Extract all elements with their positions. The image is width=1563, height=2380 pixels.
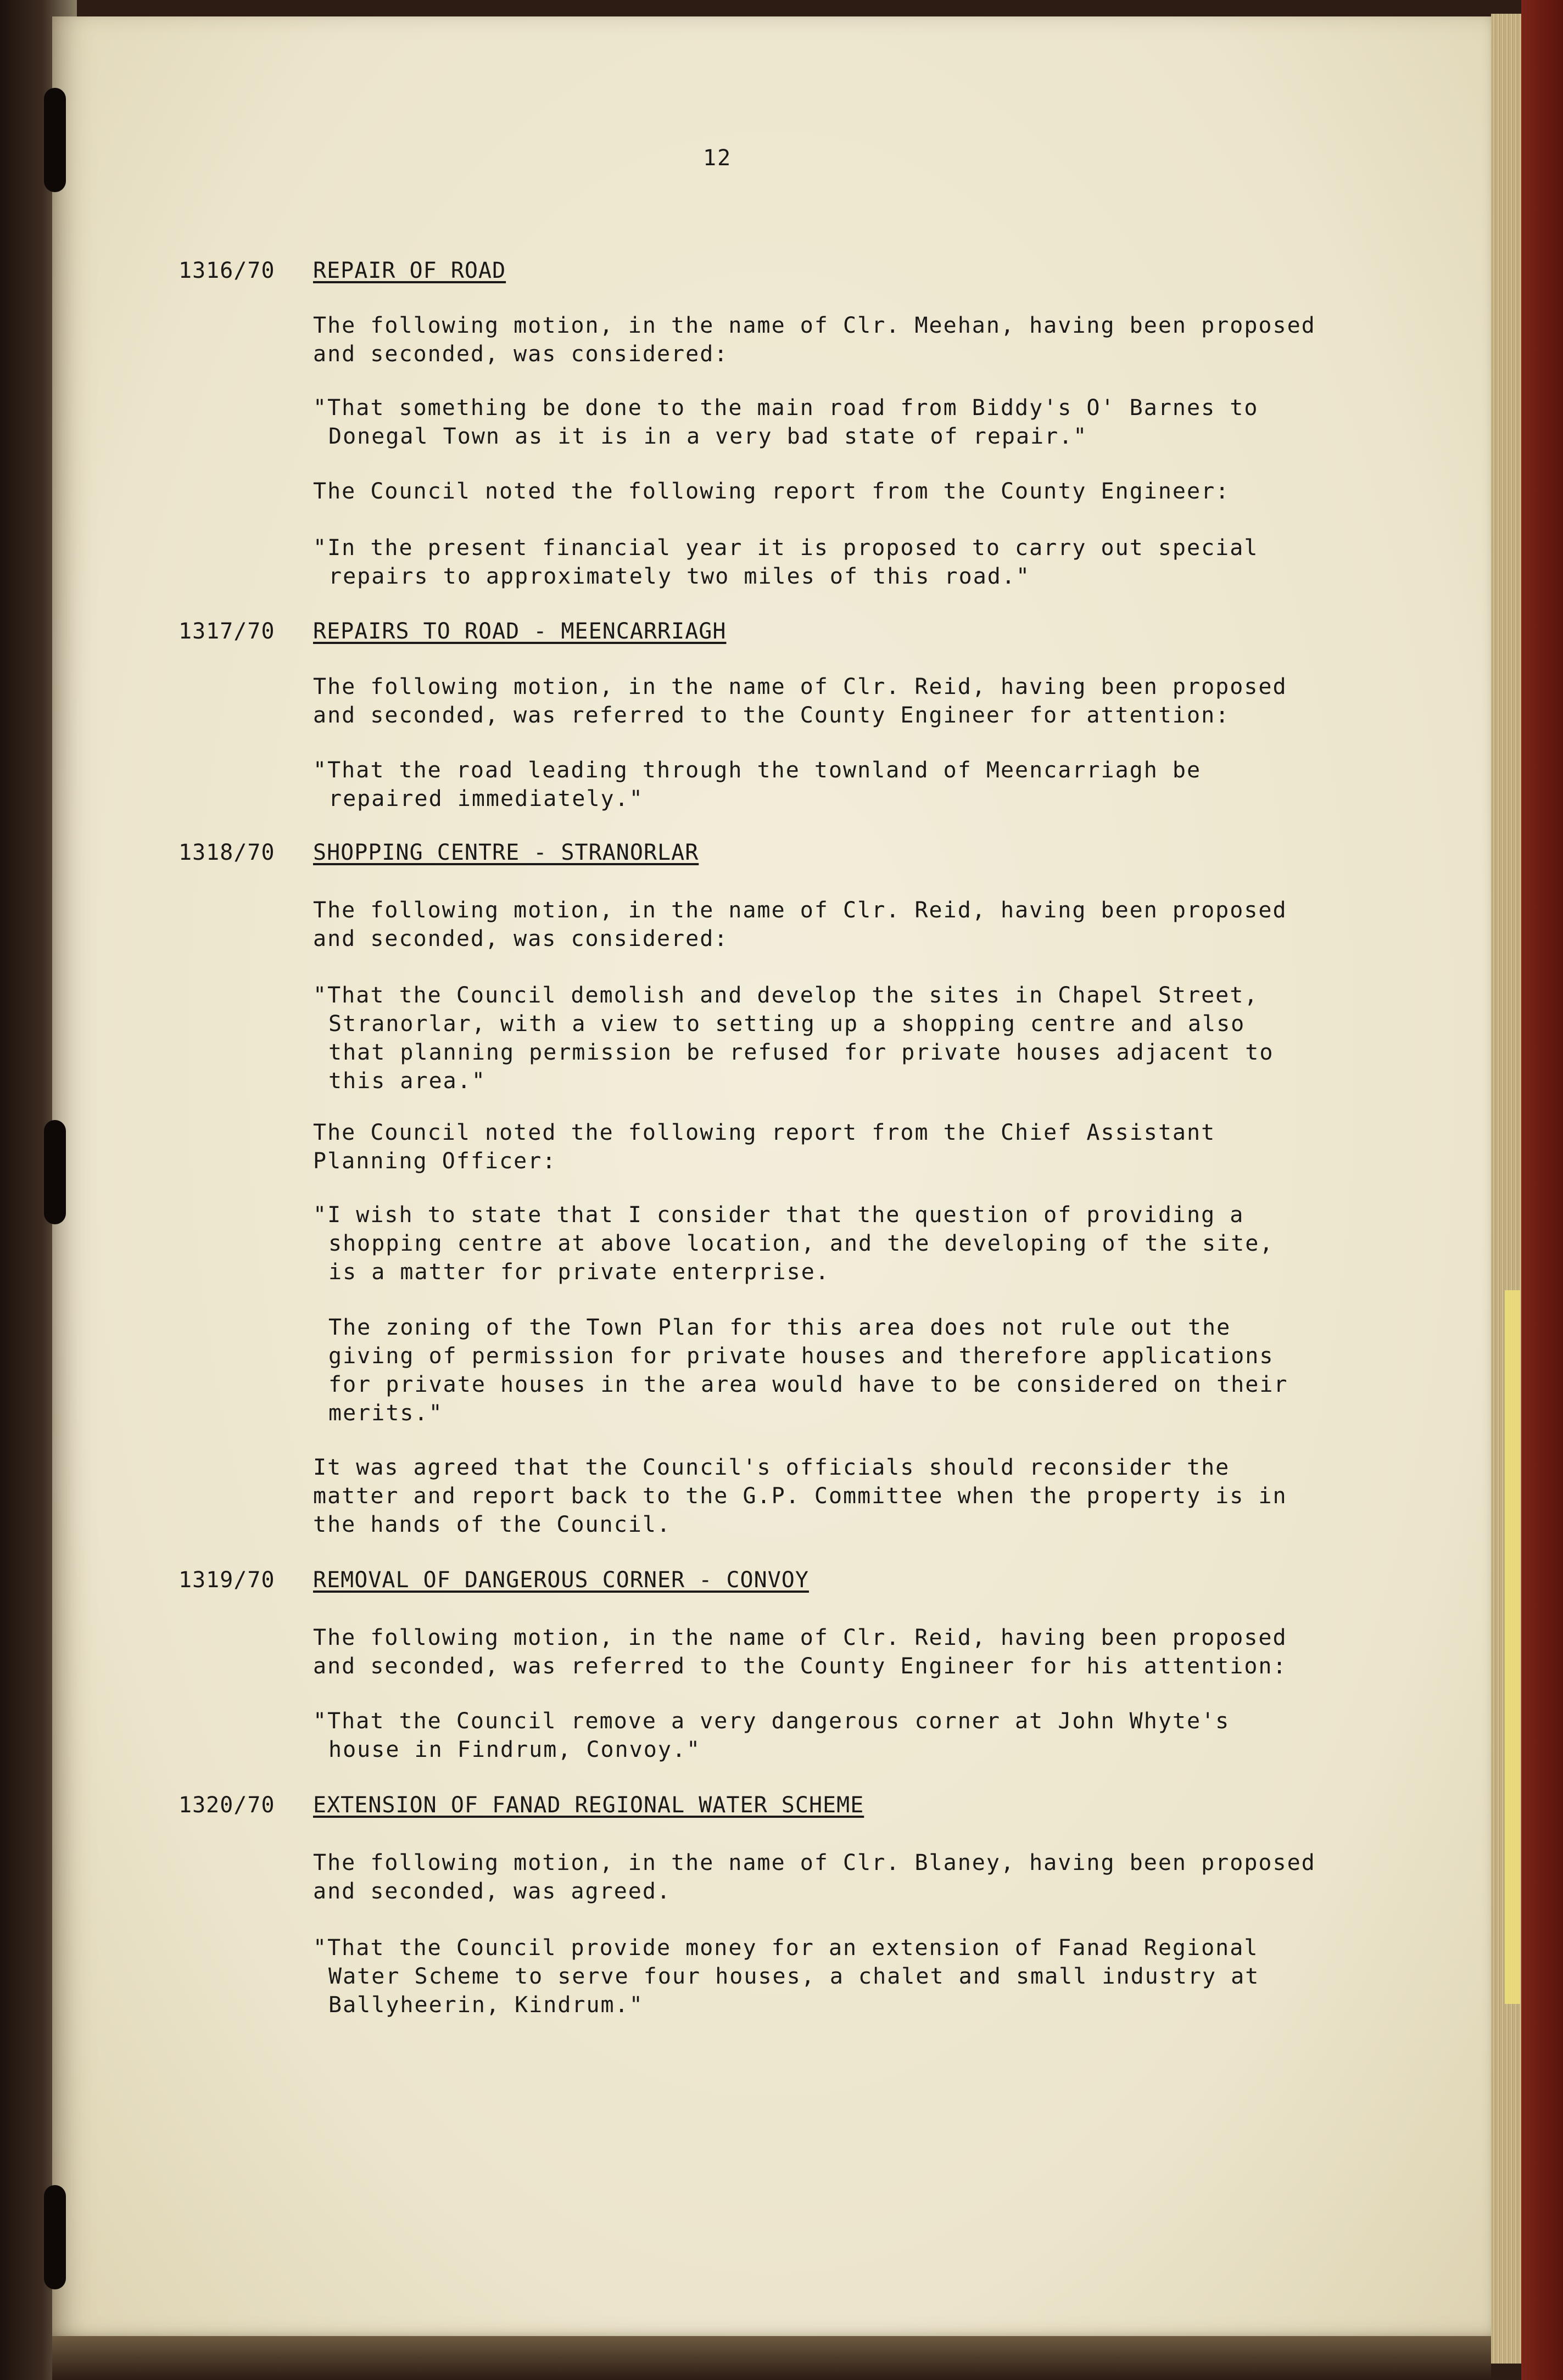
book-cover-edge <box>1521 0 1563 2380</box>
paragraph <box>313 1625 1411 1682</box>
text-line: It was agreed that the Council's officials should reconsider the <box>313 1455 1230 1480</box>
paragraph <box>313 1120 1411 1177</box>
text-line: The following motion, in the name of Clr. Reid, having been proposed <box>313 674 1287 699</box>
text-line: that planning permission be refused for private houses adjacent to <box>328 1040 1274 1065</box>
paragraph <box>313 1850 1411 1907</box>
page-number: 12 <box>703 145 732 171</box>
text-line: and seconded, was considered: <box>313 926 729 951</box>
text-line: Planning Officer: <box>313 1149 557 1174</box>
item-heading: REPAIRS TO ROAD - MEENCARRIAGH <box>313 619 727 644</box>
binding-ring <box>44 88 66 192</box>
text-line: this area." <box>328 1068 486 1094</box>
item-heading: REPAIR OF ROAD <box>313 258 506 283</box>
text-line: and seconded, was referred to the County Engineer for attention: <box>313 703 1230 728</box>
text-line: "That the Council remove a very dangerous corner at John Whyte's <box>313 1709 1230 1734</box>
item-heading: EXTENSION OF FANAD REGIONAL WATER SCHEME <box>313 1793 864 1818</box>
item-number: 1320/70 <box>178 1793 275 1818</box>
text-line: Ballyheerin, Kindrum." <box>328 1992 644 2018</box>
text-line: merits." <box>328 1401 443 1426</box>
quoted-report <box>313 1202 1411 1288</box>
text-line: Donegal Town as it is in a very bad state of repair." <box>328 424 1088 449</box>
text-line: Water Scheme to serve four houses, a chalet and small industry at <box>328 1964 1260 1989</box>
text-line: the hands of the Council. <box>313 1512 672 1537</box>
paragraph <box>313 313 1411 370</box>
text-line: for private houses in the area would have to be considered on their <box>328 1372 1288 1397</box>
quoted-motion <box>313 758 1411 815</box>
paragraph <box>313 674 1411 731</box>
text-line: The following motion, in the name of Clr. Meehan, having been proposed <box>313 313 1316 338</box>
text-line: "In the present financial year it is proposed to carry out special <box>313 535 1259 561</box>
text-line: "I wish to state that I consider that the question of providing a <box>313 1202 1244 1228</box>
text-line: The following motion, in the name of Clr. Reid, having been proposed <box>313 898 1287 923</box>
text-line: Stranorlar, with a view to setting up a shopping centre and also <box>328 1011 1246 1037</box>
quoted-motion <box>313 1709 1411 1766</box>
text-line: and seconded, was considered: <box>313 341 729 367</box>
item-number: 1319/70 <box>178 1567 275 1593</box>
binding-ring <box>44 2185 66 2289</box>
text-line: repaired immediately." <box>328 786 644 811</box>
text-line: is a matter for private enterprise. <box>328 1259 830 1285</box>
text-line: matter and report back to the G.P. Committee when the property is in <box>313 1483 1287 1509</box>
text-line: giving of permission for private houses and therefore applications <box>328 1343 1274 1369</box>
quoted-motion <box>313 395 1411 452</box>
quoted-motion <box>313 983 1411 1097</box>
item-heading: REMOVAL OF DANGEROUS CORNER - CONVOY <box>313 1567 809 1593</box>
yellow-tab-edge <box>1505 1290 1520 2004</box>
text-line: and seconded, was agreed. <box>313 1879 672 1904</box>
text-line: The following motion, in the name of Clr. Reid, having been proposed <box>313 1625 1287 1650</box>
quoted-report <box>313 1315 1411 1429</box>
text-line: "That the road leading through the townland of Meencarriagh be <box>313 758 1202 783</box>
text-line: The following motion, in the name of Clr. Blaney, having been proposed <box>313 1850 1316 1875</box>
page-bottom-shadow <box>52 2336 1491 2380</box>
item-number: 1317/70 <box>178 619 275 644</box>
quoted-motion <box>313 1935 1411 2021</box>
text-line: "That the Council provide money for an extension of Fanad Regional <box>313 1935 1259 1961</box>
quoted-report <box>313 535 1411 592</box>
item-number: 1318/70 <box>178 840 275 865</box>
paragraph <box>313 479 1411 507</box>
text-line: "That the Council demolish and develop the sites in Chapel Street, <box>313 983 1259 1008</box>
text-line: house in Findrum, Convoy." <box>328 1737 701 1762</box>
binding-ring <box>44 1120 66 1224</box>
text-line: repairs to approximately two miles of this road." <box>328 564 1031 589</box>
text-line: and seconded, was referred to the County Engineer for his attention: <box>313 1654 1287 1679</box>
paragraph <box>313 1455 1411 1541</box>
item-number: 1316/70 <box>178 258 275 283</box>
text-line: "That something be done to the main road from Biddy's O' Barnes to <box>313 395 1259 421</box>
text-line: The Council noted the following report from the County Engineer: <box>313 479 1230 504</box>
text-line: shopping centre at above location, and the developing of the site, <box>328 1231 1274 1256</box>
text-line: The zoning of the Town Plan for this area does not rule out the <box>328 1315 1231 1340</box>
item-heading: SHOPPING CENTRE - STRANORLAR <box>313 840 699 865</box>
paragraph <box>313 898 1411 955</box>
text-line: The Council noted the following report from the Chief Assistant <box>313 1120 1216 1145</box>
